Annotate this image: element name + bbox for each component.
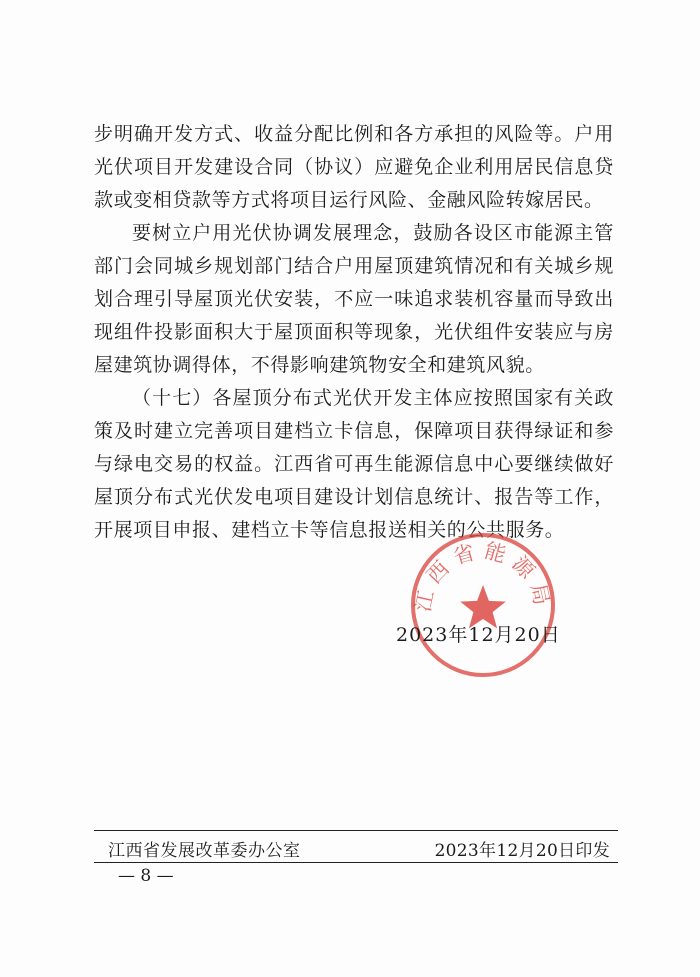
seal-text: 江西省能源局 bbox=[410, 538, 556, 615]
footer-top-rule bbox=[94, 830, 618, 831]
paragraph-2: 要树立户用光伏协调发展理念，鼓励各设区市能源主管部门会同城乡规划部门结合户用屋顶建筑情况和有关城乡规划合理引导屋顶光伏安装，不应一味追求装机容量而导致出现组件投影面积大于屋顶面积等现象，光伏组件安装应与房屋建筑协调得体，不得影响建筑物安全和建筑风貌。 bbox=[94, 222, 614, 376]
page-number: — 8 — bbox=[118, 866, 174, 886]
document-body bbox=[94, 118, 614, 547]
official-seal-stamp bbox=[408, 530, 558, 680]
footer-issuer: 江西省发展改革委办公室 bbox=[108, 841, 301, 861]
footer-bottom-rule bbox=[94, 862, 618, 863]
paragraph-1: 步明确开发方式、收益分配比例和各方承担的风险等。户用光伏项目开发建设合同（协议）应避免企业利用居民信息贷款或变相贷款等方式将项目运行风险、金融风险转嫁居民。 bbox=[94, 123, 614, 211]
signature-date: 2023年12月20日 bbox=[396, 624, 561, 646]
footer-print-date: 2023年12月20日印发 bbox=[434, 841, 610, 861]
paragraph-3: （十七）各屋顶分布式光伏开发主体应按照国家有关政策及时建立完善项目建档立卡信息，保障项目获得绿证和参与绿电交易的权益。江西省可再生能源信息中心要继续做好屋顶分布式光伏发电项目建设计划信息统计、报告等工作，开展项目申报、建档立卡等信息报送相关的公共服务。 bbox=[94, 387, 614, 541]
